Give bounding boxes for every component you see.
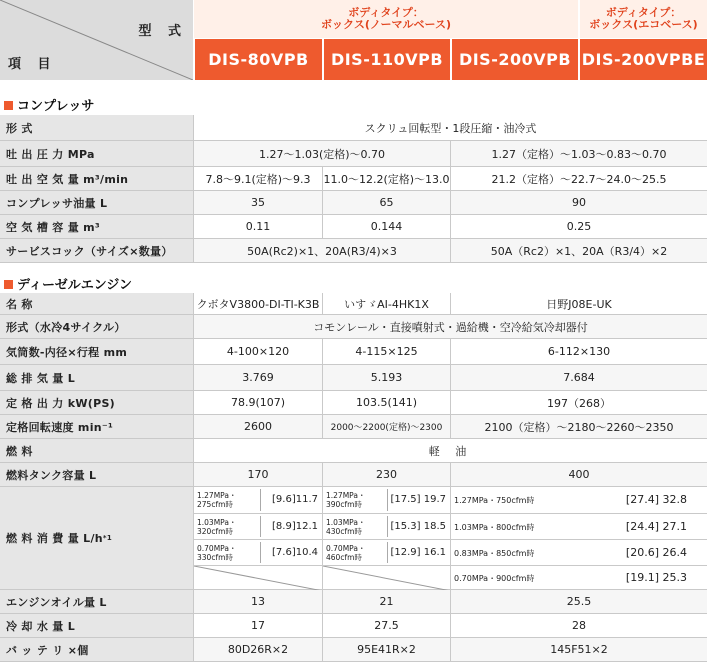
model-dis-110vpb: DIS-110VPB — [322, 39, 450, 80]
header-koumoku: 項 目 — [8, 57, 57, 72]
fuel-consumption-row — [0, 487, 707, 590]
fuel-val: [27.4] 32.8 — [625, 493, 687, 506]
row-label: 気筒数-内径×行程 mm — [0, 339, 193, 364]
fuel-divider — [260, 516, 261, 537]
row-label: 形 式 — [0, 115, 193, 140]
table-row — [0, 141, 707, 167]
row-value: 11.0〜12.2(定格)〜13.0 — [322, 167, 450, 190]
fuel-cell — [450, 487, 707, 513]
table-row — [0, 167, 707, 191]
row-value: 400 — [450, 463, 707, 486]
table-row — [0, 293, 707, 315]
header-katashiki: 型 式 — [138, 24, 187, 39]
body-type-eco: ボディタイプ： ボックス(エコベース) — [578, 0, 707, 38]
row-label: サービスコック（サイズ×数量） — [0, 239, 193, 262]
row-value: 5.193 — [322, 365, 450, 390]
row-value: 35 — [193, 191, 322, 214]
row-label: 名 称 — [0, 293, 193, 314]
row-value: 27.5 — [322, 614, 450, 637]
table-row — [0, 590, 707, 614]
section-title: ディーゼルエンジン — [17, 278, 133, 293]
fuel-val: [24.4] 27.1 — [625, 520, 687, 533]
row-value: 78.9(107) — [193, 391, 322, 414]
table-row — [0, 463, 707, 487]
row-value: 145F51×2 — [450, 638, 707, 661]
row-value: 軽 油 — [193, 439, 707, 462]
row-label: 吐 出 空 気 量 m³/min — [0, 167, 193, 190]
row-value: 2000〜2200(定格)〜2300 — [322, 415, 450, 438]
row-value: 2100（定格）〜2180〜2260〜2350 — [450, 415, 707, 438]
row-label: 形式（水冷4サイクル） — [0, 315, 193, 338]
fuel-empty-cell — [193, 565, 322, 590]
fuel-cell — [450, 565, 707, 590]
row-value: 170 — [193, 463, 322, 486]
row-value: 50A(Rc2)×1、20A(R3/4)×3 — [193, 239, 450, 262]
row-value: 4-100×120 — [193, 339, 322, 364]
fuel-cond: 0.70MPa・ 460cfm時 — [326, 544, 366, 562]
fuel-divider — [387, 516, 388, 537]
fuel-cell — [193, 539, 322, 565]
row-value: 80D26R×2 — [193, 638, 322, 661]
fuel-cell — [193, 513, 322, 539]
row-value: 17 — [193, 614, 322, 637]
row-value: スクリュ回転型・1段圧縮・油冷式 — [193, 115, 707, 140]
section-title: コンプレッサ — [17, 99, 95, 114]
fuel-cell — [322, 513, 450, 539]
row-value: 65 — [322, 191, 450, 214]
fuel-cell — [193, 487, 322, 513]
table-row — [0, 439, 707, 463]
fuel-val: [20.6] 26.4 — [625, 546, 687, 559]
model-dis-80vpb: DIS-80VPB — [193, 39, 322, 80]
row-value: 13 — [193, 590, 322, 613]
fuel-cell — [322, 487, 450, 513]
fuel-val: [7.6]10.4 — [272, 547, 318, 558]
row-label: 吐 出 圧 力 MPa — [0, 141, 193, 166]
row-value: 1.27（定格）〜1.03〜0.83〜0.70 — [450, 141, 707, 166]
fuel-cond: 1.27MPa・ 390cfm時 — [326, 491, 366, 509]
row-value: 197（268） — [450, 391, 707, 414]
row-value: 230 — [322, 463, 450, 486]
table-row — [0, 315, 707, 339]
row-value: 2600 — [193, 415, 322, 438]
empty-diagonal — [323, 566, 451, 591]
table-header — [0, 0, 707, 80]
fuel-cond: 1.27MPa・ 275cfm時 — [197, 491, 237, 509]
row-value: 3.769 — [193, 365, 322, 390]
model-dis-200vpbe: DIS-200VPBE — [578, 39, 707, 80]
fuel-cond: 1.03MPa・ 320cfm時 — [197, 518, 237, 536]
row-value: いすゞAI-4HK1X — [322, 293, 450, 314]
model-dis-200vpb: DIS-200VPB — [450, 39, 578, 80]
header-corner — [0, 0, 193, 80]
row-label: 燃料タンク容量 L — [0, 463, 193, 486]
row-label: 燃 料 — [0, 439, 193, 462]
table-row — [0, 239, 707, 263]
table-row — [0, 215, 707, 239]
fuel-cond: 0.83MPa・850cfm時 — [454, 549, 535, 558]
fuel-label: 燃 料 消 費 量 L/h — [6, 532, 103, 545]
row-value: 0.11 — [193, 215, 322, 238]
fuel-cell — [450, 539, 707, 565]
table-row — [0, 339, 707, 365]
fuel-divider — [387, 542, 388, 563]
section-marker-icon — [4, 101, 13, 110]
row-label: 総 排 気 量 L — [0, 365, 193, 390]
body-type-normal: ボディタイプ： ボックス(ノーマルベース) — [193, 0, 578, 38]
row-value: 7.684 — [450, 365, 707, 390]
row-value: 25.5 — [450, 590, 707, 613]
row-value: 4-115×125 — [322, 339, 450, 364]
row-label: 定格回転速度 min⁻¹ — [0, 415, 193, 438]
table-row — [0, 638, 707, 662]
fuel-empty-cell — [322, 565, 450, 590]
row-value: 日野J08E-UK — [450, 293, 707, 314]
fuel-divider — [387, 489, 388, 511]
fuel-cell — [322, 539, 450, 565]
row-label: 定 格 出 力 kW(PS) — [0, 391, 193, 414]
table-row — [0, 391, 707, 415]
fuel-cell — [450, 513, 707, 539]
row-label: 空 気 槽 容 量 m³ — [0, 215, 193, 238]
row-label: エンジンオイル量 L — [0, 590, 193, 613]
empty-diagonal — [194, 566, 323, 591]
table-row — [0, 415, 707, 439]
fuel-cond: 1.27MPa・750cfm時 — [454, 496, 535, 505]
row-value: 1.27〜1.03(定格)〜0.70 — [193, 141, 450, 166]
row-value: 6-112×130 — [450, 339, 707, 364]
section-marker-icon — [4, 280, 13, 289]
fuel-val: [17.5] 19.7 — [390, 494, 446, 505]
row-value: クボタV3800-DI-TI-K3B — [193, 293, 322, 314]
row-value: 0.144 — [322, 215, 450, 238]
section-engine — [4, 274, 132, 293]
row-label: コンプレッサ油量 L — [0, 191, 193, 214]
fuel-val: [15.3] 18.5 — [390, 521, 446, 532]
fuel-cond: 1.03MPa・800cfm時 — [454, 523, 535, 532]
row-value: 50A（Rc2）×1、20A（R3/4）×2 — [450, 239, 707, 262]
fuel-val: [8.9]12.1 — [272, 521, 318, 532]
table-row — [0, 115, 707, 141]
fuel-divider — [260, 489, 261, 511]
row-value: 95E41R×2 — [322, 638, 450, 661]
fuel-val: [12.9] 16.1 — [390, 547, 446, 558]
row-value: 103.5(141) — [322, 391, 450, 414]
table-row — [0, 191, 707, 215]
row-value: 7.8〜9.1(定格)〜9.3 — [193, 167, 322, 190]
row-value: コモンレール・直接噴射式・過給機・空冷給気冷却器付 — [193, 315, 707, 338]
row-value: 21.2（定格）〜22.7〜24.0〜25.5 — [450, 167, 707, 190]
fuel-note: *1 — [102, 534, 113, 542]
fuel-val: [19.1] 25.3 — [625, 571, 687, 584]
row-label — [0, 487, 193, 589]
row-value: 90 — [450, 191, 707, 214]
row-label: バ ッ テ リ ×個 — [0, 638, 193, 661]
fuel-divider — [260, 542, 261, 563]
row-label: 冷 却 水 量 L — [0, 614, 193, 637]
section-compressor — [4, 95, 94, 114]
table-row — [0, 365, 707, 391]
fuel-cond: 0.70MPa・900cfm時 — [454, 574, 535, 583]
table-row — [0, 614, 707, 638]
row-value: 28 — [450, 614, 707, 637]
row-value: 21 — [322, 590, 450, 613]
fuel-cond: 0.70MPa・ 330cfm時 — [197, 544, 237, 562]
fuel-cond: 1.03MPa・ 430cfm時 — [326, 518, 366, 536]
row-value: 0.25 — [450, 215, 707, 238]
fuel-val: [9.6]11.7 — [272, 494, 318, 505]
